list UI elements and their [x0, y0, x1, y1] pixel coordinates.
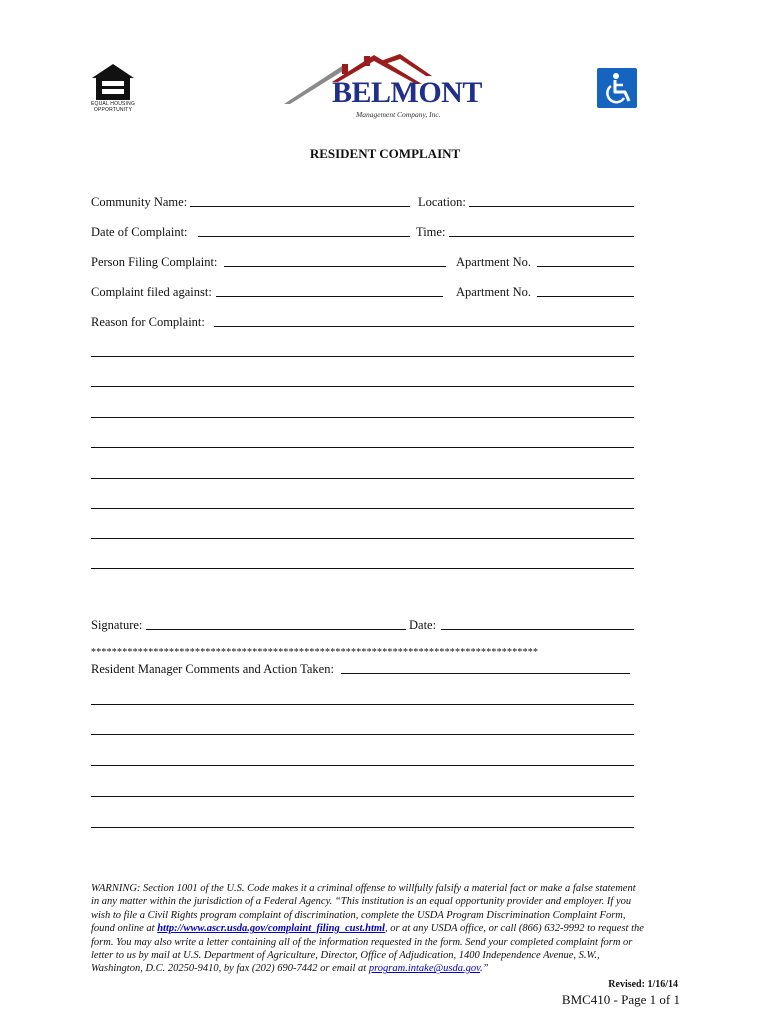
warning-text-part: WARNING: Section 1001 of the U.S. Code makes it a criminal offense to willfully falsify a material fact or make a false statement in any matter within the jurisdiction of a Federal Agency. “This institution is an equal opportunity provider and employer. If you wish to file a Civil Rights program complaint of discrimination, complete the USDA Program Discrimination Complaint Form, found online at: [91, 883, 636, 935]
reason-line[interactable]: [91, 508, 634, 509]
date-label: Date:: [409, 618, 437, 632]
reason-line[interactable]: [91, 417, 634, 418]
manager-comments-field[interactable]: [341, 673, 630, 674]
equal-housing-logo: [90, 62, 136, 114]
revised-date: Revised: 1/16/14: [608, 979, 678, 990]
reason-line[interactable]: [91, 568, 634, 569]
reason-line[interactable]: [91, 478, 634, 479]
complaint-against-label: Complaint filed against:: [91, 285, 212, 299]
manager-comments-line[interactable]: [91, 827, 634, 828]
apartment-no-label-1: Apartment No.: [456, 255, 531, 269]
complaint-against-field[interactable]: [216, 296, 443, 297]
person-filing-field[interactable]: [224, 266, 446, 267]
date-field[interactable]: [441, 629, 634, 630]
manager-comments-line[interactable]: [91, 796, 634, 797]
page-number: BMC410 - Page 1 of 1: [561, 992, 680, 1007]
email-link[interactable]: program.intake@usda.gov: [368, 963, 481, 975]
manager-comments-label: Resident Manager Comments and Action Taken:: [91, 662, 334, 676]
time-field[interactable]: [449, 236, 634, 237]
signature-field[interactable]: [146, 629, 406, 630]
eho-logo-text: EQUAL HOUSING OPPORTUNITY: [90, 101, 136, 113]
apartment-no-field-2[interactable]: [537, 296, 634, 297]
separator: **************************************************************************************: [91, 647, 539, 658]
date-of-complaint-field[interactable]: [198, 236, 410, 237]
manager-comments-line[interactable]: [91, 734, 634, 735]
date-of-complaint-label: Date of Complaint:: [91, 225, 188, 239]
person-filing-label: Person Filing Complaint:: [91, 255, 218, 269]
warning-text-part: .”: [480, 963, 489, 975]
location-field[interactable]: [469, 206, 634, 207]
signature-label: Signature:: [91, 618, 143, 632]
reason-field[interactable]: [214, 326, 634, 327]
brand-tagline: Management Company, Inc.: [356, 110, 441, 119]
reason-line[interactable]: [91, 386, 634, 387]
reason-label: Reason for Complaint:: [91, 315, 205, 329]
manager-comments-line[interactable]: [91, 704, 634, 705]
warning-text-part: , or at any USDA office, or call (866) 632-9992 to request the form. You may also write a letter containing all of the information requested in the form. Send your completed complaint form or letter to us by mail at U.S. Department of Agriculture, Director, Office of Adjudication, 1400 Independence Avenue, S.W., Washington, D.C. 20250-9410, by fax (202) 690-7442 or email at: [91, 923, 644, 975]
reason-line[interactable]: [91, 356, 634, 357]
page-title: RESIDENT COMPLAINT: [309, 146, 461, 161]
time-label: Time:: [416, 225, 446, 239]
manager-comments-line[interactable]: [91, 765, 634, 766]
community-name-label: Community Name:: [91, 195, 188, 209]
reason-line[interactable]: [91, 447, 634, 448]
location-label: Location:: [418, 195, 466, 209]
brand-name: BELMONT: [332, 76, 482, 109]
warning-text: [91, 882, 646, 976]
reason-line[interactable]: [91, 538, 634, 539]
wheelchair-icon: [597, 68, 637, 108]
apartment-no-field-1[interactable]: [537, 266, 634, 267]
apartment-no-label-2: Apartment No.: [456, 285, 531, 299]
complaint-form-link[interactable]: http://www.ascr.usda.gov/complaint_filing_cust.html: [157, 923, 385, 935]
belmont-logo: [282, 52, 482, 124]
community-name-field[interactable]: [190, 206, 410, 207]
